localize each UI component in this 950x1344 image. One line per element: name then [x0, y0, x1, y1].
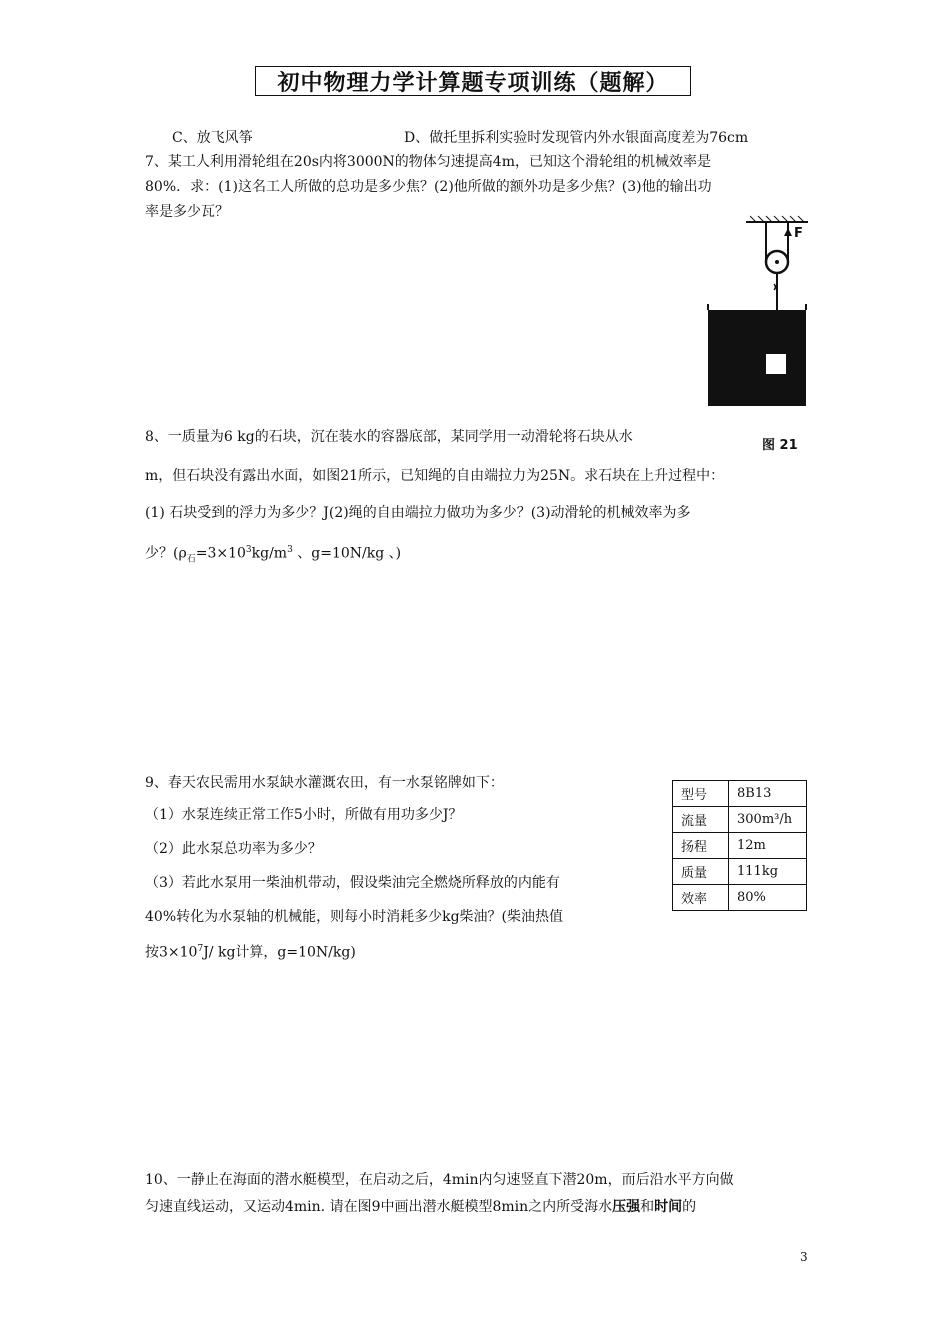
density-subscript: 石 [186, 554, 196, 565]
table-cell-key: 质量 [673, 859, 729, 885]
force-label-f: F [794, 226, 803, 241]
force-arrow-icon [784, 228, 792, 236]
q6-option-c: C、放飞风筝 [172, 130, 253, 146]
bold-term-pressure: 压强 [612, 1199, 641, 1215]
table-cell-key: 型号 [673, 781, 729, 807]
table-cell-value: 111kg [729, 859, 807, 885]
q8-line-1: 8、一质量为6 kg的石块，沉在装水的容器底部，某同学用一动滑轮将石块从水 [145, 429, 633, 445]
table-cell-value: 8B13 [729, 781, 807, 807]
table-row [673, 781, 807, 807]
table-cell-value: 300m³/h [729, 807, 807, 833]
q9-line-1: 9、春天农民需用水泵缺水灌溉农田，有一水泵铭牌如下： [145, 775, 504, 791]
q8-line-4-part: 、g=10N/kg 、) [292, 545, 402, 562]
q7-line-3: 率是多少瓦？ [145, 204, 229, 220]
q7-line-1: 7、某工人利用滑轮组在20s内将3000N的物体匀速提高4m，已知这个滑轮组的机械效率是 [145, 154, 711, 170]
q8-line-2: m，但石块没有露出水面，如图21所示，已知绳的自由端拉力为25N。求石块在上升过程中： [145, 468, 725, 484]
q6-option-d: D、做托里拆利实验时发现管内外水银面高度差为76cm [404, 130, 749, 146]
figure-21-pulley-diagram [700, 214, 810, 414]
figure-21-caption: 图 21 [762, 438, 798, 453]
stone-block [766, 354, 786, 374]
q10-line-2 [145, 1197, 696, 1217]
q9-line-6-part: 按3×10 [145, 944, 198, 961]
q9-line-2: （1）水泵连续正常工作5小时，所做有用功多少J？ [145, 807, 463, 823]
water-container [708, 310, 806, 406]
q8-line-4 [145, 540, 401, 569]
q9-line-3: （2）此水泵总功率为多少？ [145, 841, 322, 857]
table-row [673, 885, 807, 911]
q10-line-2-part: 匀速直线运动，又运动4min. 请在图9中画出潜水艇模型8min之内所受海水 [145, 1199, 613, 1215]
ceiling-support [746, 216, 808, 222]
page-title: 初中物理力学计算题专项训练（题解） [255, 66, 691, 96]
q8-line-4-part: 少？(ρ [145, 545, 187, 562]
exponent: 3 [245, 545, 252, 555]
bold-term-time: 时间 [654, 1199, 683, 1215]
q7-line-2: 80%．求：(1)这名工人所做的总功是多少焦？(2)他所做的额外功是多少焦？(3)他的输出功 [145, 179, 712, 195]
table-cell-value: 12m [729, 833, 807, 859]
q9-line-6-part: J/ kg计算，g=10N/kg) [203, 944, 356, 961]
q8-line-4-part: =3×10 [195, 545, 246, 562]
table-cell-key: 效率 [673, 885, 729, 911]
pump-nameplate-table [672, 780, 807, 911]
q8-line-4-part: kg/m [251, 545, 288, 562]
table-row [673, 807, 807, 833]
table-row [673, 833, 807, 859]
exponent: 3 [287, 545, 293, 555]
page-number: 3 [800, 1250, 808, 1264]
q10-line-1: 10、一静止在海面的潜水艇模型，在启动之后，4min内匀速竖直下潜20m，而后沿水平方向做 [145, 1172, 734, 1188]
q10-line-2-part: 的 [682, 1199, 697, 1215]
table-row [673, 859, 807, 885]
q10-line-2-part: 和 [640, 1199, 655, 1215]
exponent: 7 [197, 944, 204, 954]
table-cell-value: 80% [729, 885, 807, 911]
q8-line-3: (1) 石块受到的浮力为多少？J(2)绳的自由端拉力做功为多少？(3)动滑轮的机械效率为多 [145, 505, 691, 521]
table-cell-key: 扬程 [673, 833, 729, 859]
q9-line-6 [145, 939, 356, 963]
q9-line-5: 40%转化为水泵轴的机械能，则每小时消耗多少kg柴油？(柴油热值 [145, 909, 564, 925]
table-cell-key: 流量 [673, 807, 729, 833]
q9-line-4: （3）若此水泵用一柴油机带动，假设柴油完全燃烧所释放的内能有 [145, 875, 560, 891]
